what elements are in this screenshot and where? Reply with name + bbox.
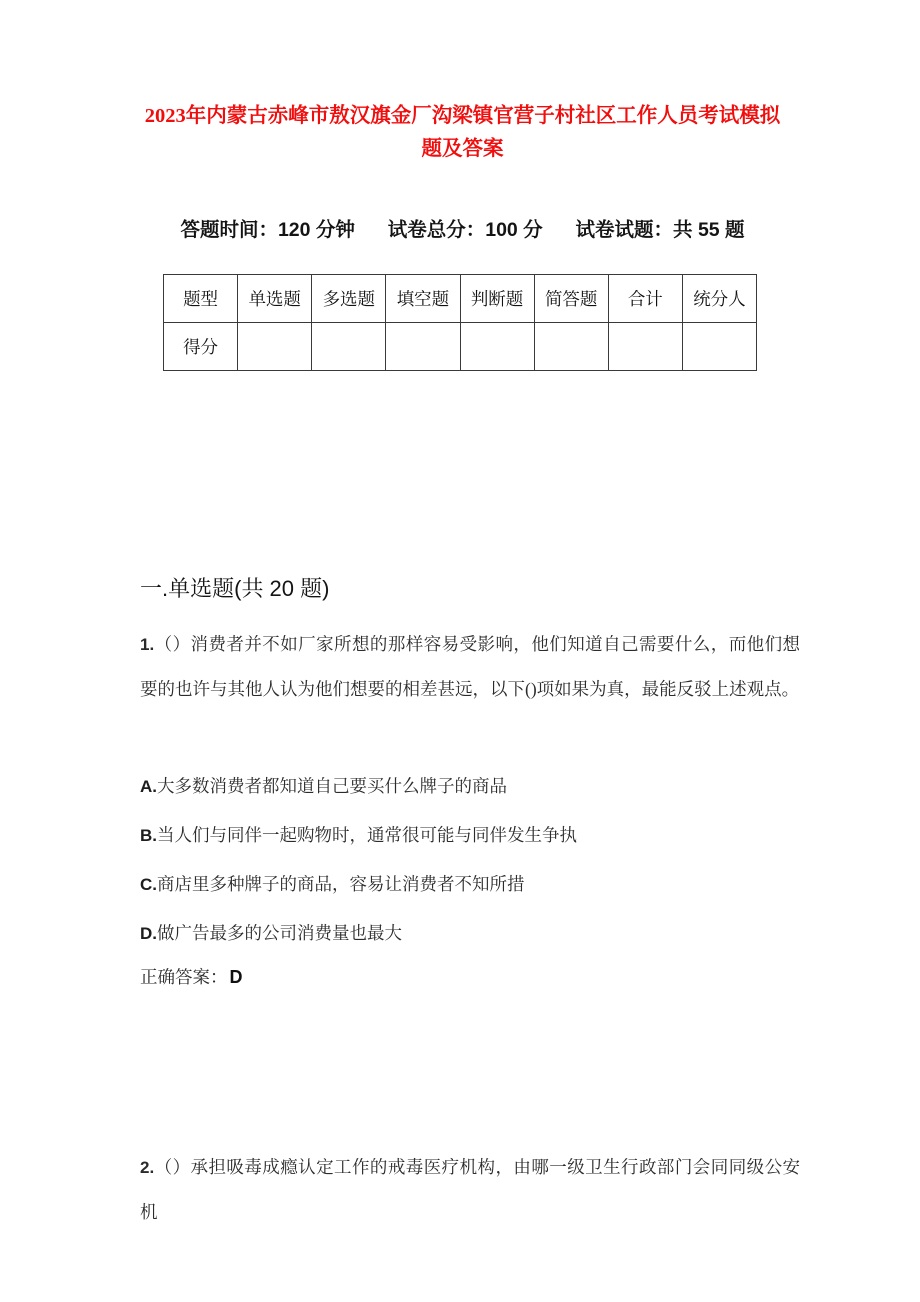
option-a-text: 大多数消费者都知道自己要买什么牌子的商品 bbox=[157, 776, 507, 796]
table-header-cell: 多选题 bbox=[312, 275, 386, 323]
exam-total-score: 试卷总分：100 分 bbox=[387, 219, 543, 241]
table-row bbox=[164, 323, 757, 371]
option-c-letter: C. bbox=[140, 875, 157, 894]
exam-question-count: 试卷试题：共 55 题 bbox=[575, 219, 745, 241]
question-1 bbox=[140, 622, 800, 712]
option-a[interactable] bbox=[140, 762, 800, 811]
score-cell-short-answer[interactable] bbox=[534, 323, 608, 371]
option-c-text: 商店里多种牌子的商品，容易让消费者不知所措 bbox=[157, 874, 525, 894]
table-row-headers bbox=[164, 275, 757, 323]
score-table bbox=[163, 274, 757, 371]
question-2-marker: （） bbox=[154, 1157, 191, 1177]
option-b-letter: B. bbox=[140, 826, 157, 845]
table-header-cell: 合计 bbox=[608, 275, 682, 323]
question-1-marker: （） bbox=[154, 634, 191, 654]
exam-duration: 答题时间：120 分钟 bbox=[180, 219, 355, 241]
table-header-cell: 判断题 bbox=[460, 275, 534, 323]
answer-label: 正确答案： bbox=[140, 967, 228, 987]
option-d-text: 做广告最多的公司消费量也最大 bbox=[157, 923, 402, 943]
question-1-options bbox=[140, 762, 800, 958]
score-cell-multi-choice[interactable] bbox=[312, 323, 386, 371]
score-cell-true-false[interactable] bbox=[460, 323, 534, 371]
page-title: 2023年内蒙古赤峰市敖汉旗金厂沟梁镇官营子村社区工作人员考试模拟题及答案 bbox=[144, 105, 781, 160]
table-header-cell: 单选题 bbox=[238, 275, 312, 323]
question-2-body: 承担吸毒成瘾认定工作的戒毒医疗机构，由哪一级卫生行政部门会同同级公安机 bbox=[140, 1157, 801, 1222]
table-header-cell: 统分人 bbox=[682, 275, 756, 323]
question-1-answer bbox=[140, 964, 243, 989]
score-cell-fill-blank[interactable] bbox=[386, 323, 460, 371]
question-2-number: 2. bbox=[140, 1158, 155, 1177]
score-cell-total[interactable] bbox=[608, 323, 682, 371]
exam-info-line bbox=[140, 216, 785, 244]
option-d-letter: D. bbox=[140, 924, 157, 943]
question-2 bbox=[140, 1145, 800, 1235]
answer-value: D bbox=[229, 967, 243, 987]
table-header-cell: 简答题 bbox=[534, 275, 608, 323]
table-row-label: 得分 bbox=[164, 323, 238, 371]
question-1-text bbox=[140, 622, 800, 712]
question-2-text bbox=[140, 1145, 800, 1235]
question-1-number: 1. bbox=[140, 635, 155, 654]
score-cell-grader[interactable] bbox=[682, 323, 756, 371]
option-b[interactable] bbox=[140, 811, 800, 860]
section-heading-single-choice: 一.单选题(共 20 题) bbox=[140, 576, 330, 601]
option-d[interactable] bbox=[140, 909, 800, 958]
option-a-letter: A. bbox=[140, 777, 157, 796]
table-header-cell: 题型 bbox=[164, 275, 238, 323]
option-c[interactable] bbox=[140, 860, 800, 909]
option-b-text: 当人们与同伴一起购物时，通常很可能与同伴发生争执 bbox=[157, 825, 577, 845]
question-1-body: 消费者并不如厂家所想的那样容易受影响，他们知道自己需要什么，而他们想要的也许与其他人认为他们想要的相差甚远，以下()项如果为真，最能反驳上述观点。 bbox=[140, 634, 801, 699]
score-cell-single-choice[interactable] bbox=[238, 323, 312, 371]
table-header-cell: 填空题 bbox=[386, 275, 460, 323]
